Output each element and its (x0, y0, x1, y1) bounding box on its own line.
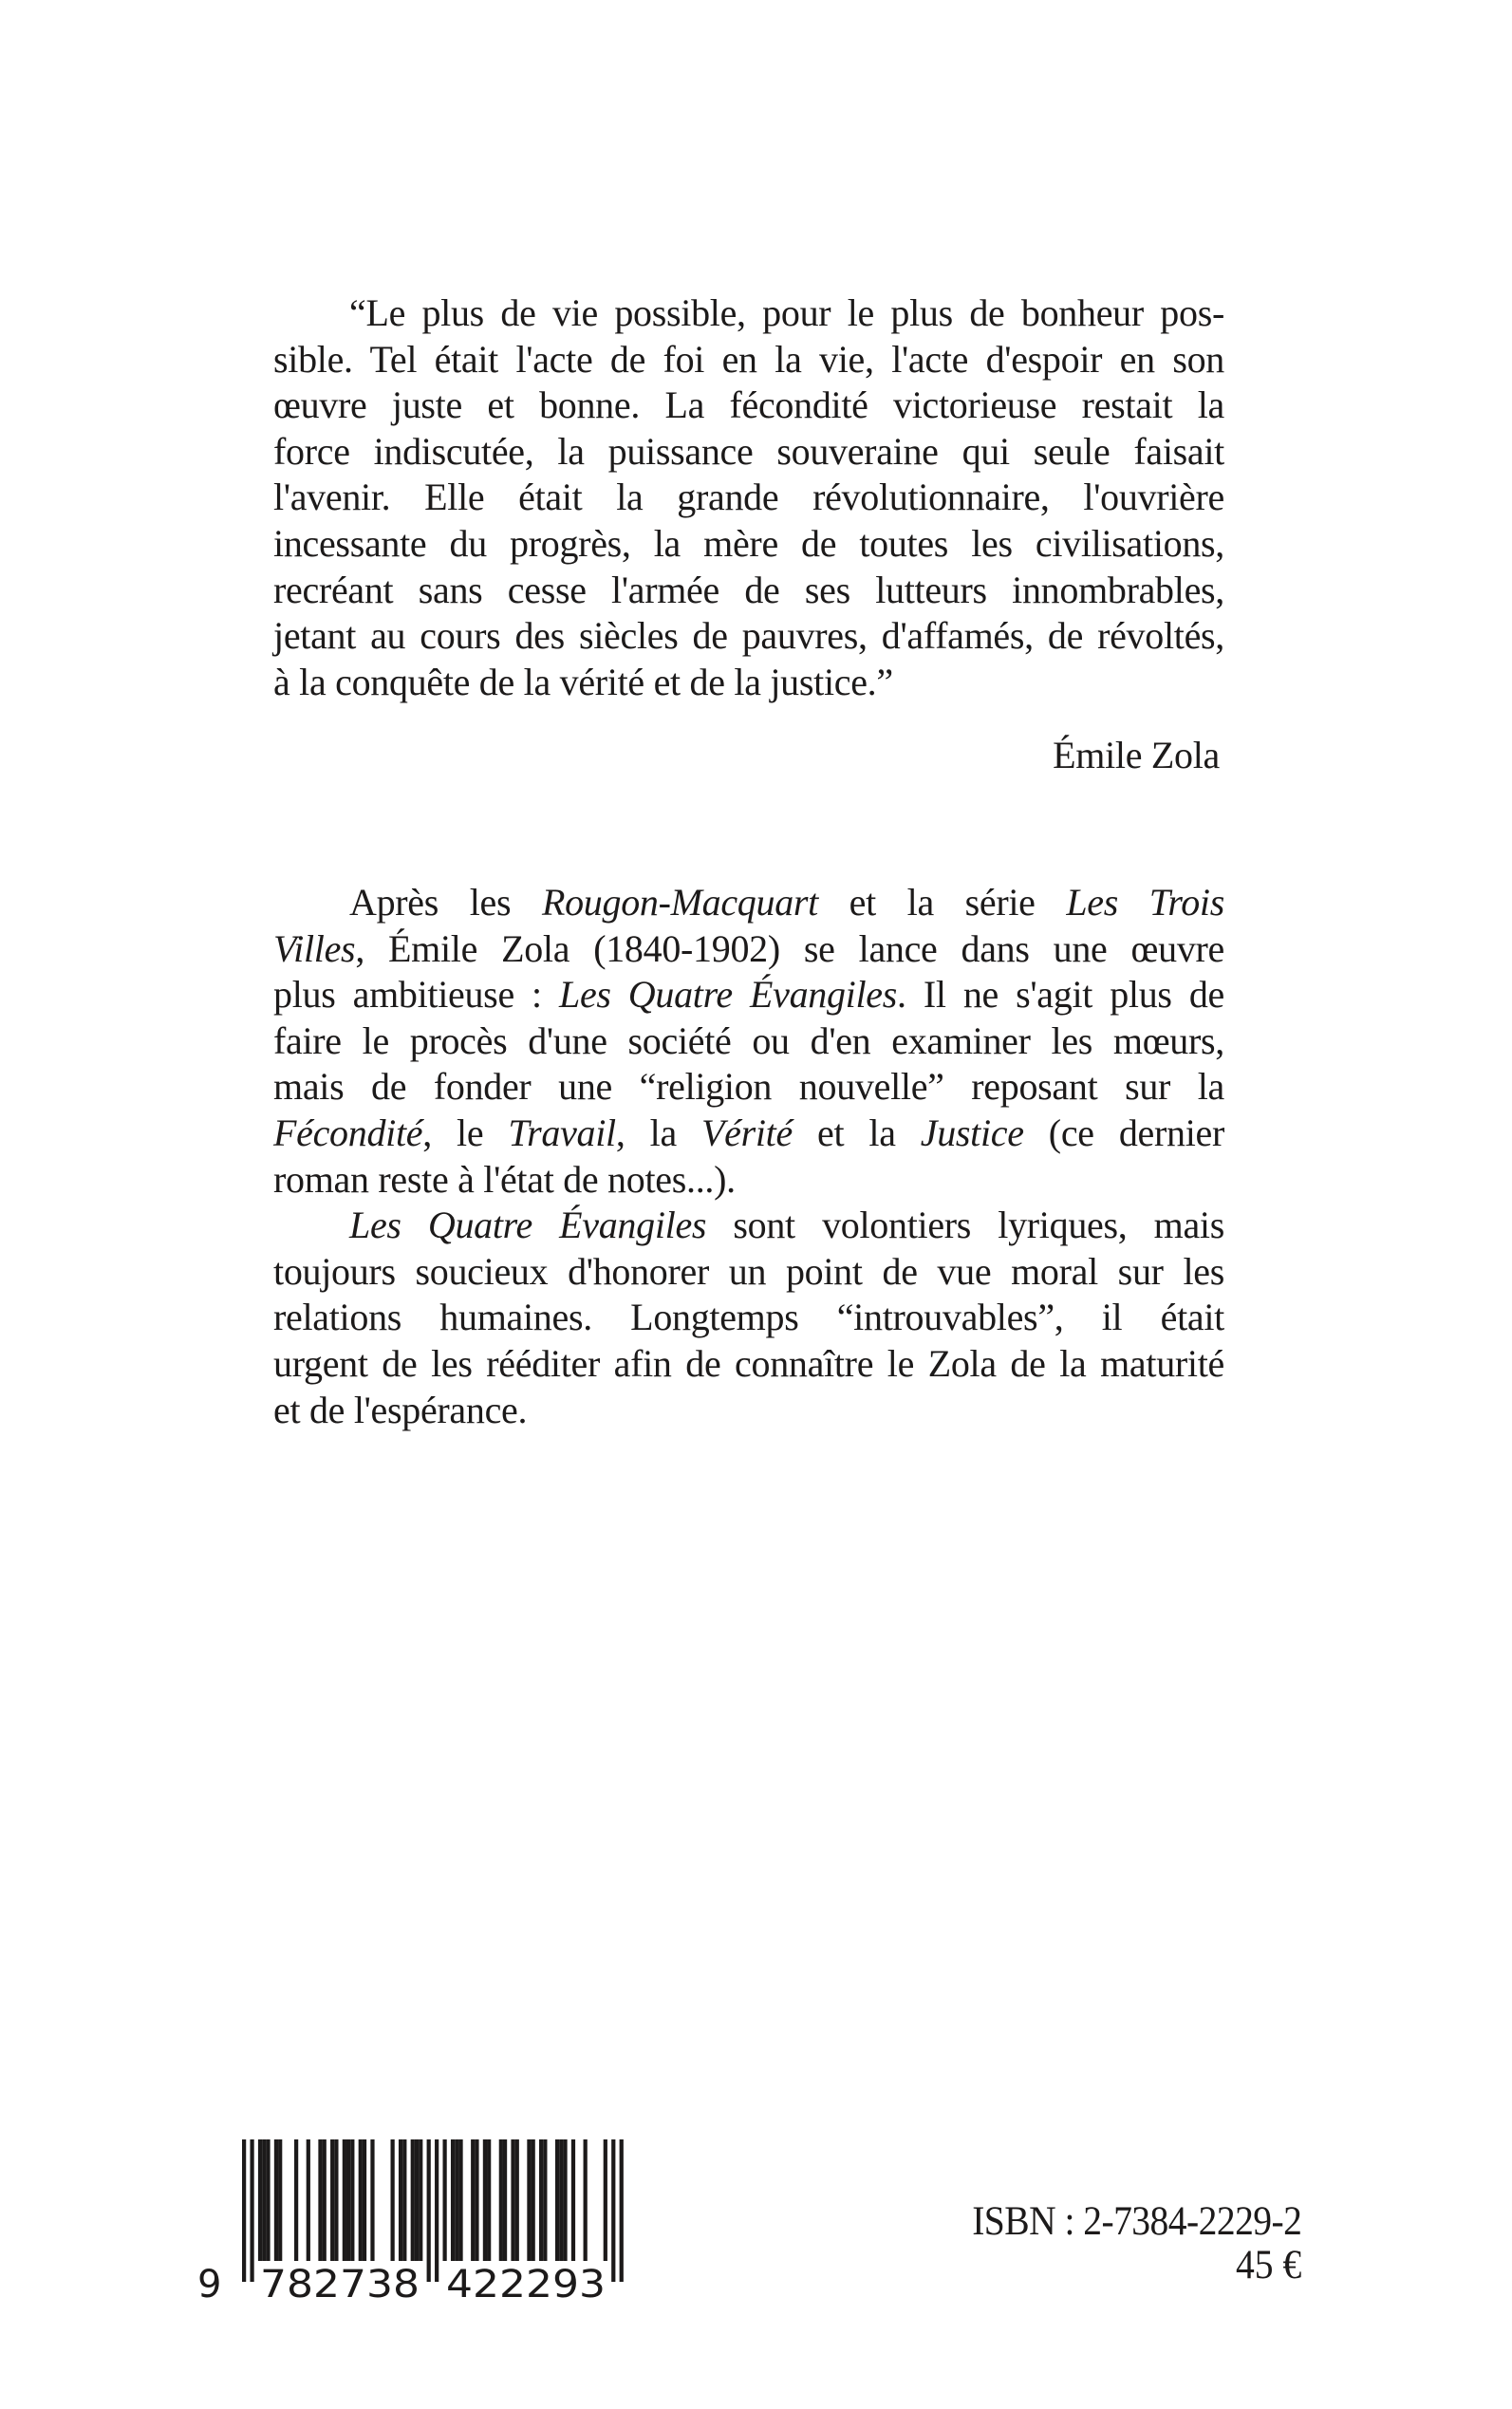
title-les-trois-villes-cont: Villes (273, 926, 356, 970)
barcode-bar (391, 2139, 395, 2261)
barcode-bar (415, 2139, 419, 2261)
barcode-bar (334, 2139, 338, 2261)
barcode-bar (307, 2139, 310, 2261)
title-travail: Travail (508, 1111, 616, 1154)
description-line (273, 1388, 1224, 1434)
text-run: (ce dernier (1023, 1111, 1224, 1154)
description-line-text: et de l'espérance. (273, 1388, 528, 1431)
barcode-bar (458, 2139, 462, 2261)
barcode-bar (242, 2139, 246, 2282)
title-rougon-macquart: Rougon-Macquart (541, 881, 818, 924)
quote-line-text: l'avenir. Elle était la grande révolutionnaire, l'ouvrière (273, 476, 1224, 519)
description-line-text: relations humaines. Longtemps “introuvables”, il était (273, 1296, 1224, 1339)
barcode-bar (262, 2139, 266, 2261)
barcode-icon (190, 2136, 636, 2306)
barcode-bar (274, 2139, 278, 2261)
barcode-bar (532, 2139, 535, 2261)
description-line (273, 1157, 1224, 1204)
barcode-bar (584, 2139, 588, 2261)
title-les-trois-villes: Les Trois (1066, 881, 1224, 924)
barcode-bar (483, 2139, 487, 2261)
barcode-bar (427, 2139, 431, 2282)
description-line-text (349, 880, 1224, 926)
quote-line-text: à la conquête de la vérité et de la justice.” (273, 660, 893, 703)
text-run: , la (615, 1111, 702, 1154)
barcode-bar (266, 2139, 270, 2261)
description-line-text: faire le procès d'une société ou d'en examiner les mœurs, (273, 1018, 1224, 1062)
barcode-bar (559, 2139, 563, 2261)
text-run: et la (792, 1111, 921, 1154)
description-line (273, 972, 1224, 1018)
text-run: Après les (349, 881, 542, 924)
barcode-bar (543, 2139, 547, 2261)
quote-line (273, 383, 1224, 429)
barcode-bar (475, 2139, 478, 2261)
quote-line (273, 521, 1224, 568)
quote-line-text: “Le plus de vie possible, pour le plus de bonheur pos- (349, 291, 1224, 334)
barcode-bar (435, 2139, 439, 2282)
quote-line (273, 337, 1224, 383)
title-les-quatre-evangiles: Les Quatre Évangiles (349, 1204, 707, 1247)
title-fecondite: Fécondité (273, 1111, 423, 1154)
description-line-text (273, 972, 1224, 1018)
text-run: . Il ne s'agit plus de (897, 973, 1224, 1017)
quote-line (273, 475, 1224, 521)
isbn-number: ISBN : 2-7384-2229-2 (971, 2199, 1301, 2244)
barcode-bar (363, 2139, 366, 2261)
quote-line (273, 429, 1224, 476)
barcode-bar (370, 2139, 374, 2261)
book-description (273, 880, 1224, 1433)
description-line (273, 1341, 1224, 1388)
barcode-bar (527, 2139, 531, 2261)
barcode-bar (402, 2139, 406, 2261)
barcode-bar (511, 2139, 514, 2261)
barcode-bar (487, 2139, 491, 2261)
description-line (273, 1295, 1224, 1341)
description-line-text (273, 926, 1224, 973)
barcode-bar (294, 2139, 298, 2261)
description-line (273, 1203, 1224, 1249)
barcode-bar (571, 2139, 575, 2261)
quote-line (273, 290, 1224, 337)
barcode-first-digit: 9 (197, 2263, 222, 2306)
barcode-bar (399, 2139, 402, 2261)
barcode-bar (258, 2139, 262, 2261)
barcode-bar (350, 2139, 354, 2261)
barcode-bar (250, 2139, 253, 2282)
barcode-bar (343, 2139, 346, 2261)
barcode-bar (330, 2139, 334, 2261)
quote-line-text: incessante du progrès, la mère de toutes les civilisations, (273, 521, 1224, 565)
description-line-text (273, 1111, 1224, 1157)
price-label: 45 € (1235, 2243, 1301, 2288)
title-justice: Justice (920, 1111, 1024, 1154)
quote-line (273, 568, 1224, 614)
title-verite: Vérité (701, 1111, 793, 1154)
description-line-text: urgent de les rééditer afin de connaître le Zola de la maturité (273, 1341, 1224, 1385)
barcode-bar (278, 2139, 282, 2261)
barcode-bar (499, 2139, 503, 2261)
description-line-text: toujours soucieux d'honorer un point de vue moral sur les (273, 1249, 1224, 1293)
barcode-bar (443, 2139, 447, 2261)
description-line (273, 1249, 1224, 1296)
barcode-bars (242, 2139, 624, 2282)
barcode-bar (471, 2139, 475, 2261)
barcode-bar (555, 2139, 559, 2261)
text-run: sont volontiers lyriques, mais (706, 1204, 1224, 1247)
text-run: et la série (817, 881, 1067, 924)
description-line-text: mais de fonder une “religion nouvelle” reposant sur la (273, 1065, 1224, 1109)
text-run: , le (422, 1111, 509, 1154)
barcode-bar (419, 2139, 422, 2261)
barcode-bar (515, 2139, 519, 2261)
barcode-bar (359, 2139, 363, 2261)
barcode-left-digits: 782738 (260, 2263, 420, 2306)
barcode-bar (620, 2139, 624, 2282)
barcode-bar (604, 2139, 607, 2261)
barcode-bar (563, 2139, 567, 2261)
barcode-bar (451, 2139, 455, 2261)
quote-line-text: sible. Tel était l'acte de foi en la vie, l'acte d'espoir en son (273, 337, 1224, 381)
quote-attribution: Émile Zola (1053, 734, 1220, 776)
title-les-quatre-evangiles: Les Quatre Évangiles (559, 973, 898, 1017)
description-line (273, 880, 1224, 926)
description-line-text (349, 1203, 1224, 1249)
barcode-bar (318, 2139, 322, 2261)
text-run: , Émile Zola (1840-1902) se lance dans une œuvre (355, 926, 1224, 970)
text-run: plus ambitieuse : (273, 973, 559, 1017)
quote-line-text: force indiscutée, la puissance souveraine qui seule faisait (273, 429, 1224, 473)
quote-line-text: œuvre juste et bonne. La fécondité victorieuse restait la (273, 383, 1224, 427)
description-line (273, 926, 1224, 973)
barcode-bar (539, 2139, 543, 2261)
barcode-right-digits: 422293 (446, 2263, 606, 2306)
description-line (273, 1018, 1224, 1065)
barcode-bar (611, 2139, 615, 2282)
barcode-bar (323, 2139, 327, 2261)
description-line (273, 1111, 1224, 1157)
ean13-barcode (190, 2136, 636, 2306)
quote-line (273, 660, 1224, 706)
epigraph-quote (273, 290, 1224, 705)
description-line-text: roman reste à l'état de notes...). (273, 1157, 736, 1201)
quote-line (273, 613, 1224, 660)
barcode-bar (503, 2139, 507, 2261)
barcode-bar (411, 2139, 415, 2261)
quote-line-text: jetant au cours des siècles de pauvres, d'affamés, de révoltés, (273, 614, 1224, 658)
barcode-bar (455, 2139, 458, 2261)
description-line (273, 1064, 1224, 1111)
quote-line-text: recréant sans cesse l'armée de ses lutteurs innombrables, (273, 568, 1224, 611)
barcode-bar (346, 2139, 350, 2261)
